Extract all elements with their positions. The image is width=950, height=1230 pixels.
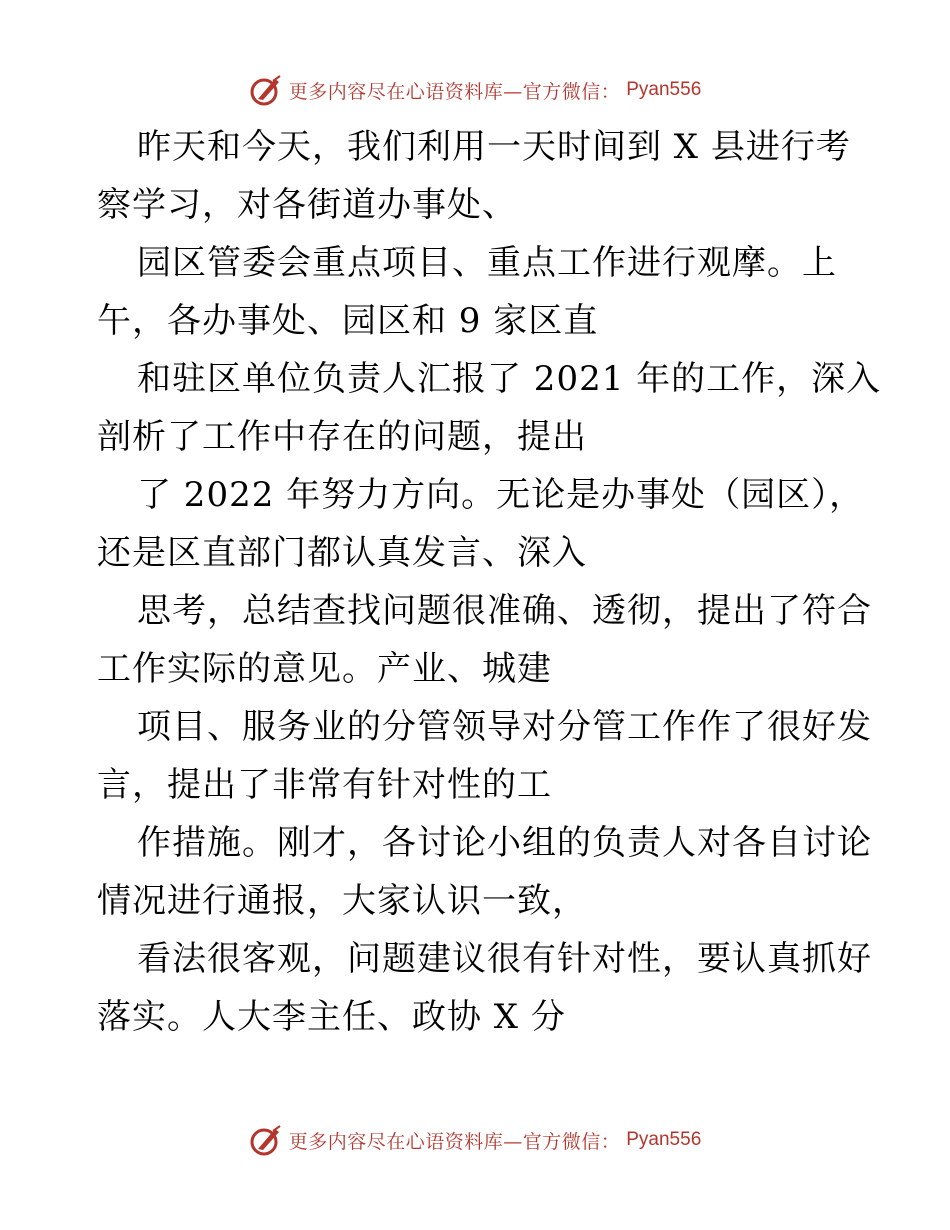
- paragraph-line: 剖析了工作中存在的问题，提出: [97, 417, 587, 457]
- watermark-wechat-id: Pyan556: [626, 79, 702, 100]
- paragraph-line: 作措施。刚才，各讨论小组的负责人对各自讨论: [137, 823, 872, 863]
- paragraph-line: 工作实际的意见。产业、城建: [97, 649, 552, 689]
- paragraph-line: 思考，总结查找问题很准确、透彻，提出了符合: [137, 591, 872, 631]
- paragraph: [97, 814, 872, 930]
- paragraph-line: 情况进行通报，大家认识一致，: [97, 881, 587, 921]
- paragraph-line: 落实。人大李主任、政协 X 分: [97, 997, 566, 1037]
- paragraph-line: 察学习，对各街道办事处、: [97, 185, 517, 225]
- watermark-text: 更多内容尽在心语资料库—官方微信：: [288, 1130, 621, 1153]
- paragraph: [97, 582, 872, 698]
- watermark-wechat-id: Pyan556: [626, 1129, 702, 1150]
- paragraph: [97, 930, 872, 1046]
- header-watermark: [0, 70, 950, 110]
- paragraph-line: 言，提出了非常有针对性的工: [97, 765, 552, 805]
- footer-watermark: [0, 1120, 950, 1160]
- paragraph-line: 午，各办事处、园区和 9 家区直: [97, 301, 599, 341]
- paragraph: [97, 234, 857, 350]
- paragraph-line: 还是区直部门都认真发言、深入: [97, 533, 587, 573]
- paragraph-line: 园区管委会重点项目、重点工作进行观摩。上: [137, 243, 837, 283]
- paragraph-line: 了 2022 年努力方向。无论是办事处（园区），: [137, 475, 865, 515]
- paragraph-line: 项目、服务业的分管领导对分管工作作了很好发: [137, 707, 872, 747]
- paragraph: [97, 118, 857, 234]
- document-body: [97, 118, 882, 1046]
- watermark-text: 更多内容尽在心语资料库—官方微信：: [288, 80, 621, 103]
- paragraph-line: 昨天和今天，我们利用一天时间到 X 县进行考: [137, 127, 851, 167]
- paragraph-line: 看法很客观，问题建议很有针对性，要认真抓好: [137, 939, 872, 979]
- paragraph: [97, 350, 882, 466]
- paragraph: [97, 466, 865, 582]
- paragraph: [97, 698, 872, 814]
- quill-logo-icon: [249, 73, 283, 107]
- quill-logo-icon: [249, 1123, 283, 1157]
- paragraph-line: 和驻区单位负责人汇报了 2021 年的工作，深入: [137, 359, 882, 399]
